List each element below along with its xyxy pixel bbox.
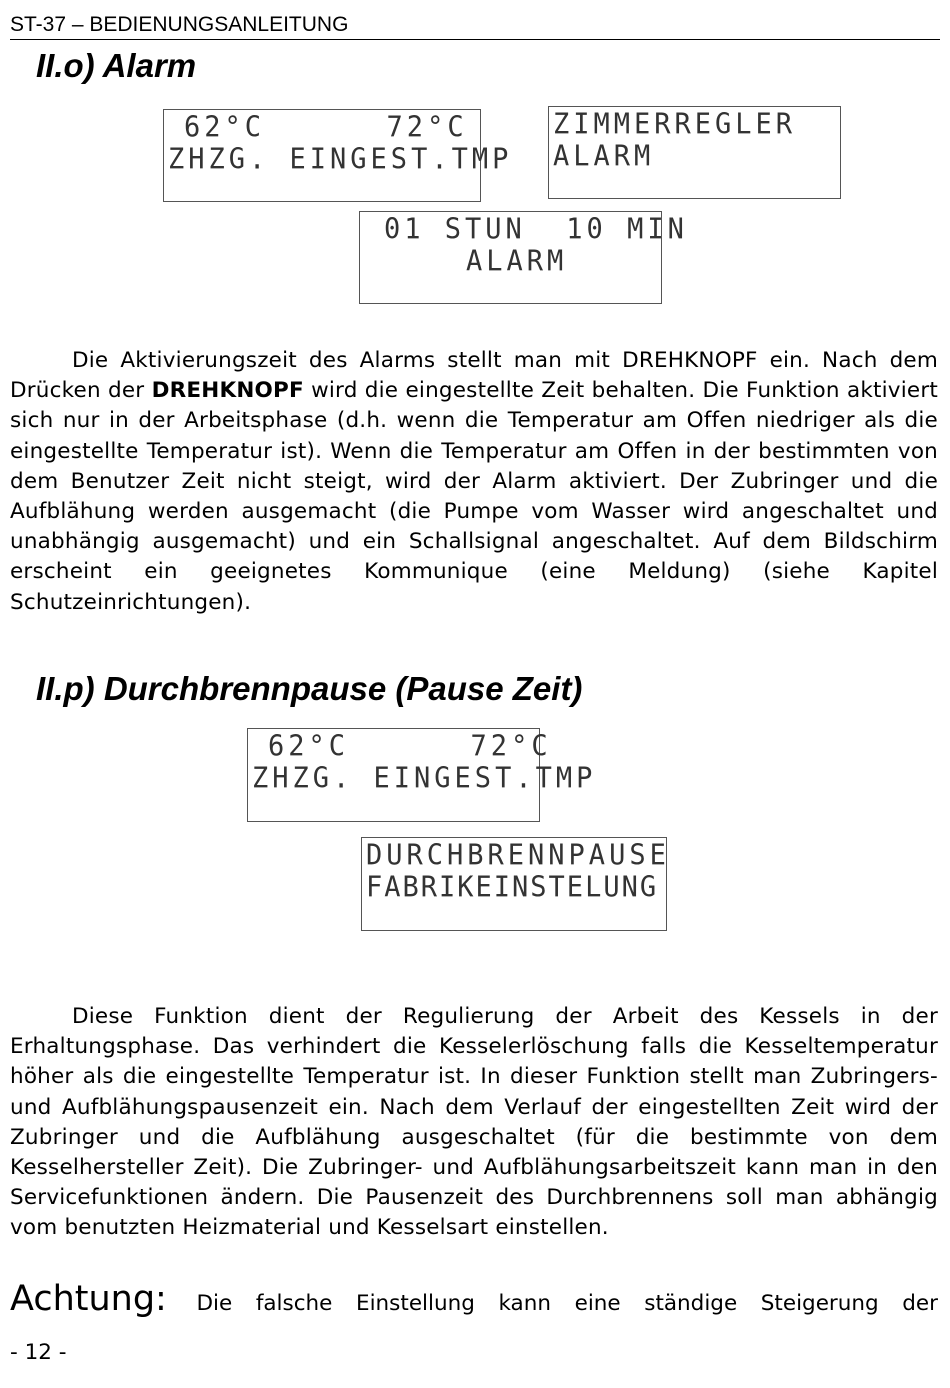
achtung-word: der [902, 1291, 938, 1316]
lcd-display-temperature [247, 728, 597, 822]
achtung-line [10, 1279, 938, 1324]
lcd-line-1: DURCHBRENNPAUSE [366, 839, 670, 872]
achtung-word: falsche [255, 1291, 333, 1316]
alarm-description-paragraph: Die Aktivierungszeit des Alarms stellt man mit DREHKNOPF ein. Nach dem Drücken der DREHKNOPF wird die eingestellte Zeit behalten. Die Funktion aktiviert sich nur in der Arbeitsphase (d.h. wenn die Temperatur am Offen niedriger als die eingestellte Temperatur ist). Wenn die Temperatur am Offen in der bestimmten von dem Benutzer Zeit nicht steigt, wird der Alarm aktiviert. Der Zubringer und die Aufblähung werden ausgemacht (die Pumpe vom Wasser wird angeschaltet und unabhängig ausgemacht) und ein Schallsignal angeschaltet. Auf dem Bildschirm erscheint ein geeignetes Kommunique (eine Meldung) (siehe Kapitel Schutzeinrichtungen). [10, 348, 938, 615]
lcd-line-1: 62°C 72°C [268, 730, 552, 763]
lcd-line-2: ZHZG. EINGEST.TMP [252, 762, 597, 795]
achtung-label: Achtung: [10, 1279, 167, 1319]
document-header: ST-37 – BEDIENUNGSANLEITUNG [10, 12, 940, 40]
lcd-display-zimmerregler-alarm [548, 106, 841, 199]
lcd-line-1: 01 STUN 10 MIN [384, 213, 688, 246]
section-heading-durchbrennpause: II.p) Durchbrennpause (Pause Zeit) [36, 670, 583, 707]
section-heading-alarm: II.o) Alarm [36, 47, 197, 84]
achtung-word: ständige [644, 1291, 738, 1316]
lcd-line-2: ZHZG. EINGEST.TMP [168, 143, 513, 176]
achtung-word: kann [498, 1291, 551, 1316]
lcd-line-2: ALARM [553, 140, 655, 173]
lcd-display-alarm-time [359, 211, 688, 304]
achtung-word: Die [196, 1291, 233, 1316]
lcd-line-2: FABRIKEINSTELUNG [366, 871, 659, 904]
drehknopf-bold: DREHKNOPF [151, 378, 304, 404]
lcd-line-1: ZIMMERREGLER [553, 108, 797, 141]
achtung-word: Steigerung [760, 1291, 879, 1316]
achtung-word: eine [574, 1291, 621, 1316]
lcd-display-temperature [163, 109, 513, 202]
page-number: - 12 - [10, 1340, 67, 1365]
lcd-line-2: ALARM [466, 245, 568, 278]
achtung-word: Einstellung [356, 1291, 475, 1316]
lcd-display-durchbrennpause [361, 837, 670, 931]
lcd-line-1: 62°C 72°C [184, 111, 468, 144]
durchbrennpause-description-paragraph: Diese Funktion dient der Regulierung der Arbeit des Kessels in der Erhaltungsphase. Das verhindert die Kesselerlöschung falls die Kesseltemperatur höher als die eingestellte Temperatur ist. In dieser Funktion stellt man Zubringers- und Aufblähungspausenzeit ein. Nach dem Verlauf der eingestellten Zeit wird der Zubringer und die Aufblähung ausgeschaltet (für die bestimmte von dem Kesselhersteller Zeit). Die Zubringer- und Aufblähungsarbeitszeit kann man in den Servicefunktionen ändern. Die Pausenzeit des Durchbrennens soll man abhängig vom benutzten Heizmaterial und Kesselsart einstellen. [10, 1004, 938, 1241]
